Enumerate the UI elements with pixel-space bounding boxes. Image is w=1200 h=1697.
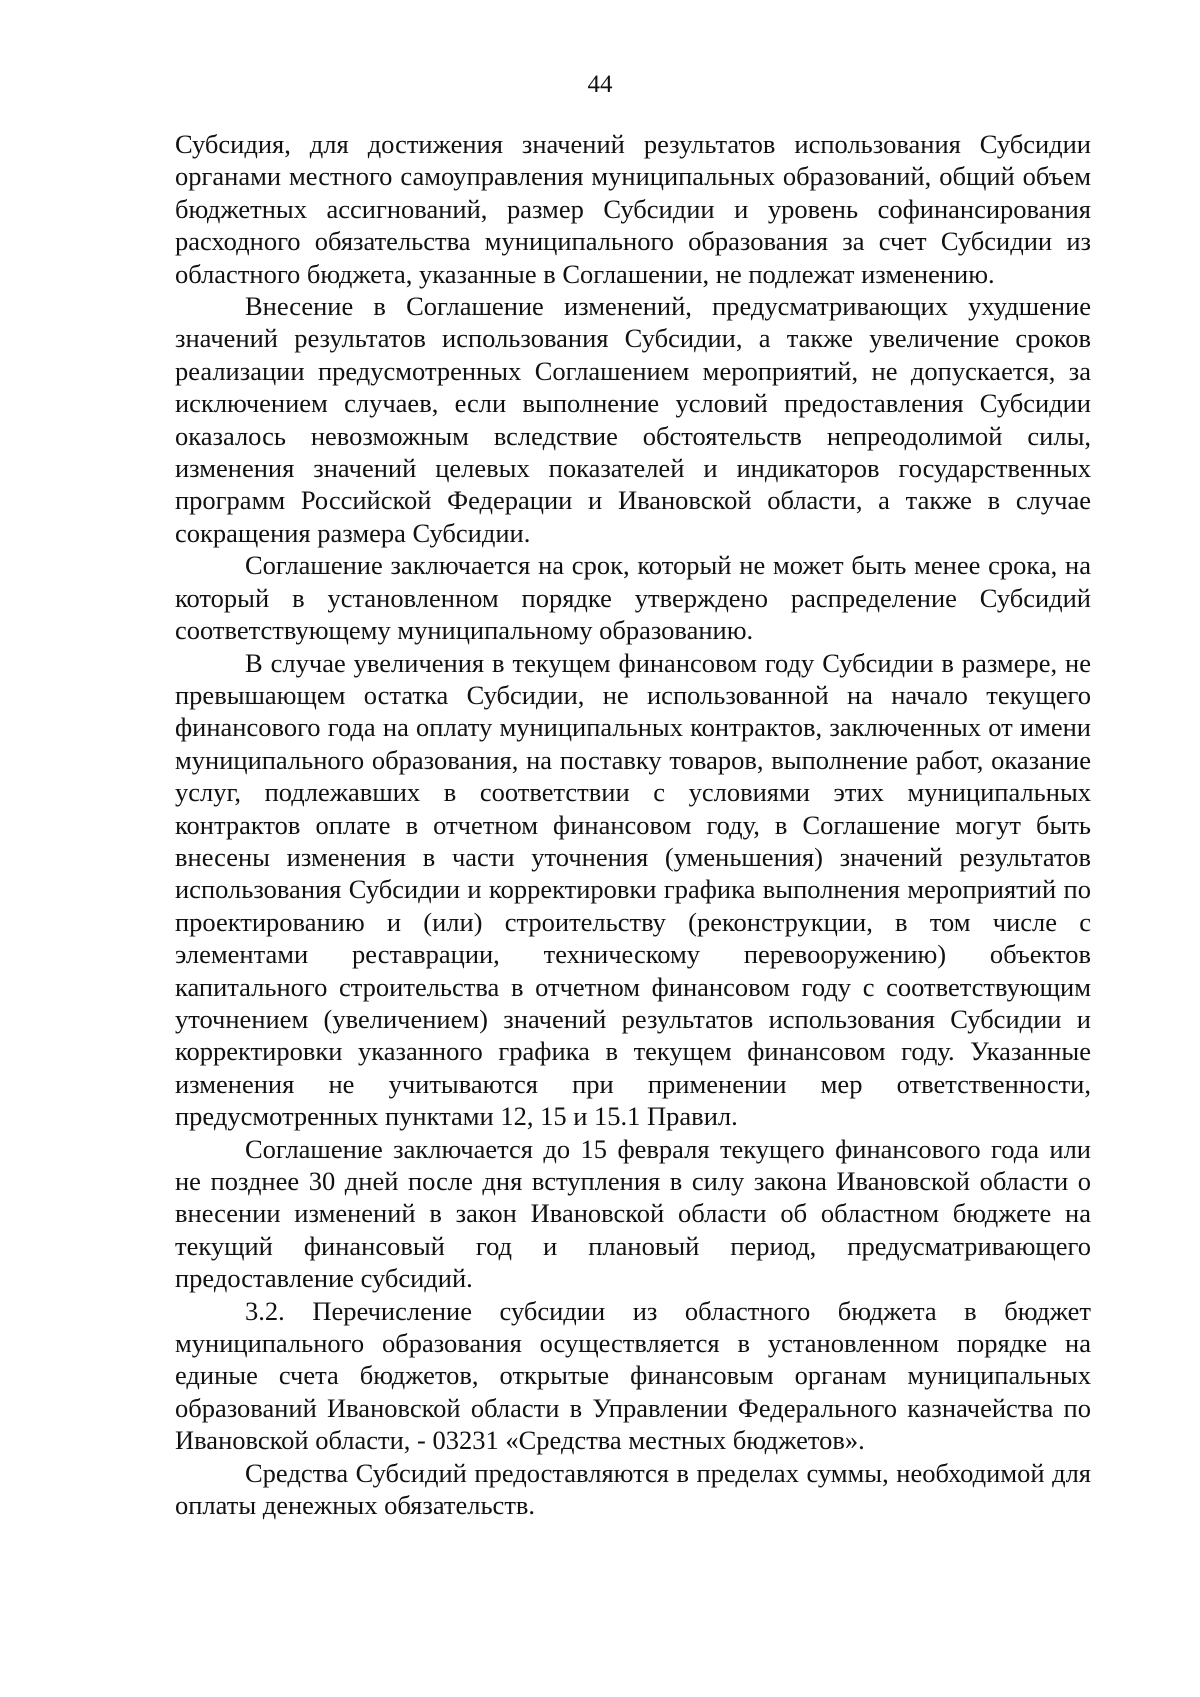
paragraph-section-3-2-transfer: 3.2. Перечисление субсидии из областного бюджета в бюджет муниципального образования осуществляется в установленном порядке на единые счета бюджетов, открытые финансовым органам муниципальных образований Ивановской области в Управлении Федерального казначейства по Ивановской области, - 03231 «Средства местных бюджетов». — [175, 1295, 1091, 1456]
paragraph-agreement-deadline: Соглашение заключается до 15 февраля текущего финансового года или не позднее 30 дней после дня вступления в силу закона Ивановской области о внесении изменений в закон Ивановской области об областном бюджете на текущий финансовый год и плановый период, предусматривающего предоставление субсидий. — [175, 1133, 1091, 1294]
document-body — [175, 128, 1091, 1521]
paragraph-subsidy-increase: В случае увеличения в текущем финансовом году Субсидии в размере, не превышающем остатка Субсидии, не использованной на начало текущего финансового года на оплату муниципальных контрактов, заключенных от имени муниципального образования, на поставку товаров, выполнение работ, оказание услуг, подлежавших в соответствии с условиями этих муниципальных контрактов оплате в отчетном финансовом году, в Соглашение могут быть внесены изменения в части уточнения (уменьшения) значений результатов использования Субсидии и корректировки графика выполнения мероприятий по проектированию и (или) строительству (реконструкции, в том числе с элементами реставрации, техническому перевооружению) объектов капитального строительства в отчетном финансовом году с соответствующим уточнением (увеличением) значений результатов использования Субсидии и корректировки указанного графика в текущем финансовом году. Указанные изменения не учитываются при применении мер ответственности, предусмотренных пунктами 12, 15 и 15.1 Правил. — [175, 647, 1091, 1132]
paragraph-funds-provided: Средства Субсидий предоставляются в пределах суммы, необходимой для оплаты денежных обязательств. — [175, 1457, 1091, 1521]
page-number: 44 — [587, 71, 613, 98]
paragraph-agreement-changes-restriction: Внесение в Соглашение изменений, предусматривающих ухудшение значений результатов использования Субсидии, а также увеличение сроков реализации предусмотренных Соглашением мероприятий, не допускается, за исключением случаев, если выполнение условий предоставления Субсидии оказалось невозможным вследствие обстоятельств непреодолимой силы, изменения значений целевых показателей и индикаторов государственных программ Российской Федерации и Ивановской области, а также в случае сокращения размера Субсидии. — [175, 291, 1091, 548]
paragraph-subsidy-results-unchanged: Субсидия, для достижения значений результатов использования Субсидии органами местного самоуправления муниципальных образований, общий объем бюджетных ассигнований, размер Субсидии и уровень софинансирования расходного обязательства муниципального образования за счет Субсидии из областного бюджета, указанные в Соглашении, не подлежат изменению. — [175, 129, 1091, 289]
paragraph-agreement-term: Соглашение заключается на срок, который не может быть менее срока, на который в установленном порядке утверждено распределение Субсидий соответствующему муниципальному образованию. — [175, 550, 1091, 646]
